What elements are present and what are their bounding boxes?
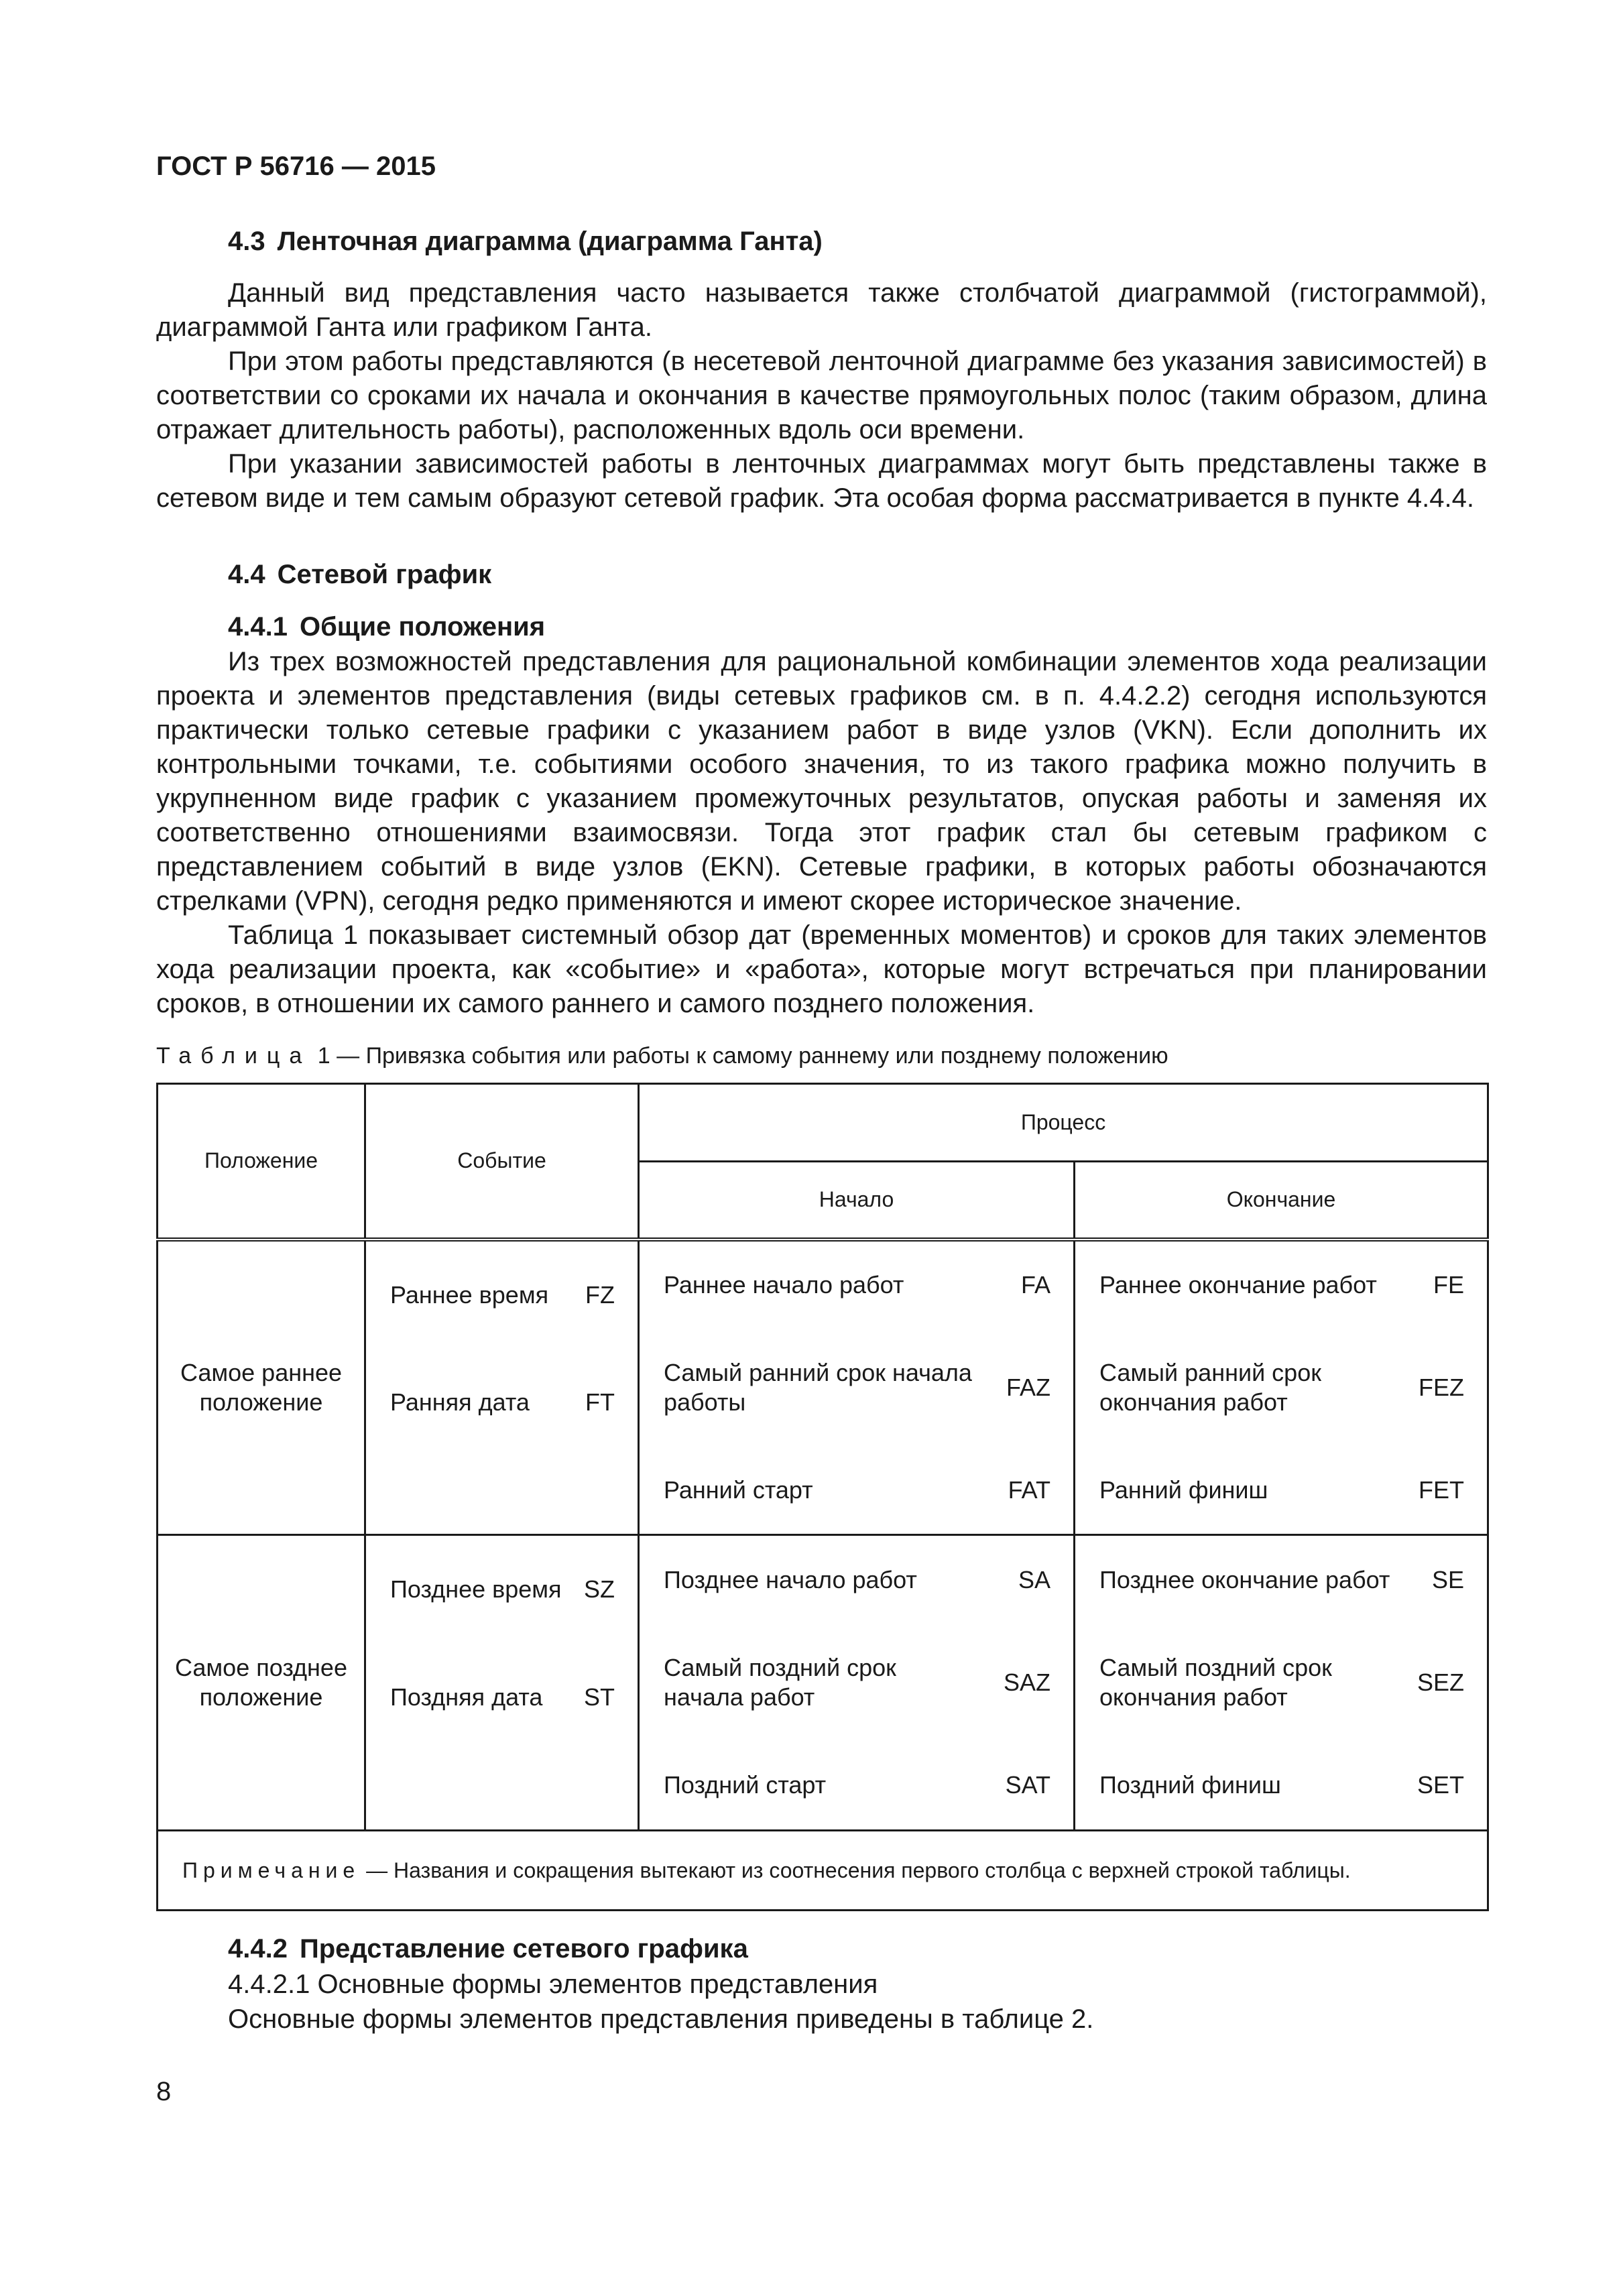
end-code: SE [1431, 1565, 1465, 1593]
start-label: Поздний старт [664, 1771, 827, 1799]
end-code: FEZ [1419, 1373, 1465, 1401]
section-4-3-heading [228, 227, 823, 257]
table-1-caption [156, 1043, 1168, 1069]
event-label: Ранняя дата [390, 1388, 530, 1416]
start-code: FAT [1008, 1475, 1050, 1504]
section-4-4-1-number: 4.4.1 [228, 612, 288, 642]
start-label: Раннее начало работ [664, 1270, 904, 1298]
section-4-4-2-1-text: Основные формы элементов представления приведены в таблице 2. [228, 2004, 1094, 2034]
section-4-4-number: 4.4 [228, 560, 265, 589]
table-row-late [158, 1535, 1488, 1831]
end-row [1075, 1475, 1487, 1505]
start-cell-late [639, 1535, 1075, 1831]
header-process: Процесс [639, 1084, 1488, 1162]
note-text: — Названия и сокращения вытекают из соотнесения первого столбца с верхней строкой таблицы. [366, 1858, 1351, 1882]
section-4-4-1-title: Общие положения [299, 612, 546, 642]
end-code: FE [1433, 1270, 1465, 1298]
header-event: Событие [365, 1084, 639, 1240]
page-number: 8 [156, 2077, 172, 2106]
end-row [1075, 1770, 1487, 1800]
position-late: Самое позднее положение [158, 1535, 365, 1831]
end-code: SEZ [1417, 1668, 1465, 1696]
header-position: Положение [158, 1084, 365, 1240]
table-1 [156, 1083, 1489, 1911]
end-row [1075, 1653, 1487, 1712]
start-row [640, 1770, 1073, 1800]
end-label: Поздний финиш [1099, 1771, 1281, 1799]
start-label: Ранний старт [664, 1475, 813, 1504]
event-code: ST [583, 1683, 615, 1711]
end-row [1075, 1565, 1487, 1595]
end-label: Позднее окончание работ [1099, 1565, 1390, 1593]
section-4-4-2-heading [228, 1934, 748, 1964]
section-4-4-title: Сетевой график [277, 560, 492, 589]
event-label: Раннее время [390, 1280, 549, 1309]
end-label: Раннее окончание работ [1099, 1270, 1377, 1298]
section-4-3-number: 4.3 [228, 227, 265, 256]
section-4-4-2-title: Представление сетевого графика [299, 1934, 748, 1963]
table-row-early [158, 1240, 1488, 1535]
end-row [1075, 1358, 1487, 1417]
start-code: SAT [1005, 1771, 1050, 1799]
event-code: SZ [583, 1575, 615, 1604]
start-row [640, 1565, 1073, 1595]
document-header: ГОСТ Р 56716 — 2015 [156, 152, 436, 181]
event-row [366, 1388, 638, 1417]
end-code: SET [1417, 1771, 1465, 1799]
section-4-4-2-1-line: 4.4.2.1 Основные формы элементов представления [228, 1970, 878, 1999]
header-end: Окончание [1075, 1162, 1488, 1240]
start-label: Самый ранний срок начала работы [664, 1358, 972, 1416]
event-row [366, 1575, 638, 1604]
table-note [158, 1831, 1488, 1911]
event-label: Позднее время [390, 1575, 562, 1604]
start-label: Позднее начало работ [664, 1565, 917, 1593]
section-4-4-1-heading [228, 612, 545, 642]
start-row [640, 1653, 1073, 1712]
table-1-caption-text: 1 — Привязка события или работы к самому раннему или позднему положению [317, 1043, 1168, 1069]
section-4-4-1-paragraph-2: Таблица 1 показывает системный обзор дат (временных моментов) и сроков для таких элементов хода реализации проекта, как «событие» и «работа», которые могут встречаться при планировании сроков, в отношении их самого раннего и самого позднего положения. [156, 920, 1487, 1018]
position-early: Самое раннее положение [158, 1240, 365, 1535]
start-code: FA [1020, 1270, 1050, 1298]
end-code: FET [1419, 1475, 1465, 1504]
note-word: Примечание [182, 1858, 361, 1882]
section-4-3-paragraph-1: Данный вид представления часто называется также столбчатой диаграммой (гистограммой), диаграммой Ганта или графиком Ганта. [156, 278, 1487, 342]
end-label: Самый ранний срок окончания работ [1099, 1358, 1321, 1416]
start-row [640, 1358, 1073, 1417]
end-row [1075, 1270, 1487, 1300]
event-row [366, 1683, 638, 1712]
event-code: FT [585, 1388, 615, 1416]
start-cell-early [639, 1240, 1075, 1535]
end-cell-early [1075, 1240, 1488, 1535]
start-code: FAZ [1006, 1373, 1050, 1401]
end-label: Самый поздний срок окончания работ [1099, 1653, 1332, 1711]
start-label: Самый поздний срок начала работ [664, 1653, 896, 1711]
event-cell-early [365, 1240, 639, 1535]
start-code: SA [1018, 1565, 1050, 1593]
start-code: SAZ [1003, 1668, 1050, 1696]
section-4-4-1-paragraph-1: Из трех возможностей представления для рациональной комбинации элементов хода реализации проекта и элементов представления (виды сетевых графиков см. в п. 4.4.2.2) сегодня используются практически только сетевые графики с указанием работ в виде узлов (VKN). Если дополнить их контрольными точками, т.е. событиями особого значения, то из такого графика можно получить в укрупненном виде график с указанием промежуточных результатов, опуская работы и заменяя их соответственно отношениями взаимосвязи. Тогда этот график стал бы сетевым графиком с представлением событий в виде узлов (EKN). Сетевые графики, в которых работы обозначаются стрелками (VPN), сегодня редко применяются и имеют скорее историческое значение. [156, 647, 1487, 916]
section-4-4-heading [228, 560, 491, 590]
section-4-3-paragraph-2: При этом работы представляются (в несетевой ленточной диаграмме без указания зависимостей) в соответствии со сроками их начала и окончания в качестве прямоугольных полос (таким образом, длина отражает длительность работы), расположенных вдоль оси времени. [156, 347, 1487, 444]
section-4-3-paragraph-3: При указании зависимостей работы в ленточных диаграммах могут быть представлены также в сетевом виде и тем самым образуют сетевой график. Эта особая форма рассматривается в пункте 4.4.4. [156, 449, 1487, 513]
section-4-3-title: Ленточная диаграмма (диаграмма Ганта) [277, 227, 823, 256]
start-row [640, 1475, 1073, 1505]
header-start: Начало [639, 1162, 1075, 1240]
event-row [366, 1280, 638, 1310]
section-4-4-2-number: 4.4.2 [228, 1934, 288, 1963]
table-1-caption-word: Таблица [156, 1043, 312, 1069]
end-label: Ранний финиш [1099, 1475, 1268, 1504]
end-cell-late [1075, 1535, 1488, 1831]
start-row [640, 1270, 1073, 1300]
event-label: Поздняя дата [390, 1683, 543, 1711]
event-code: FZ [585, 1280, 615, 1309]
event-cell-late [365, 1535, 639, 1831]
